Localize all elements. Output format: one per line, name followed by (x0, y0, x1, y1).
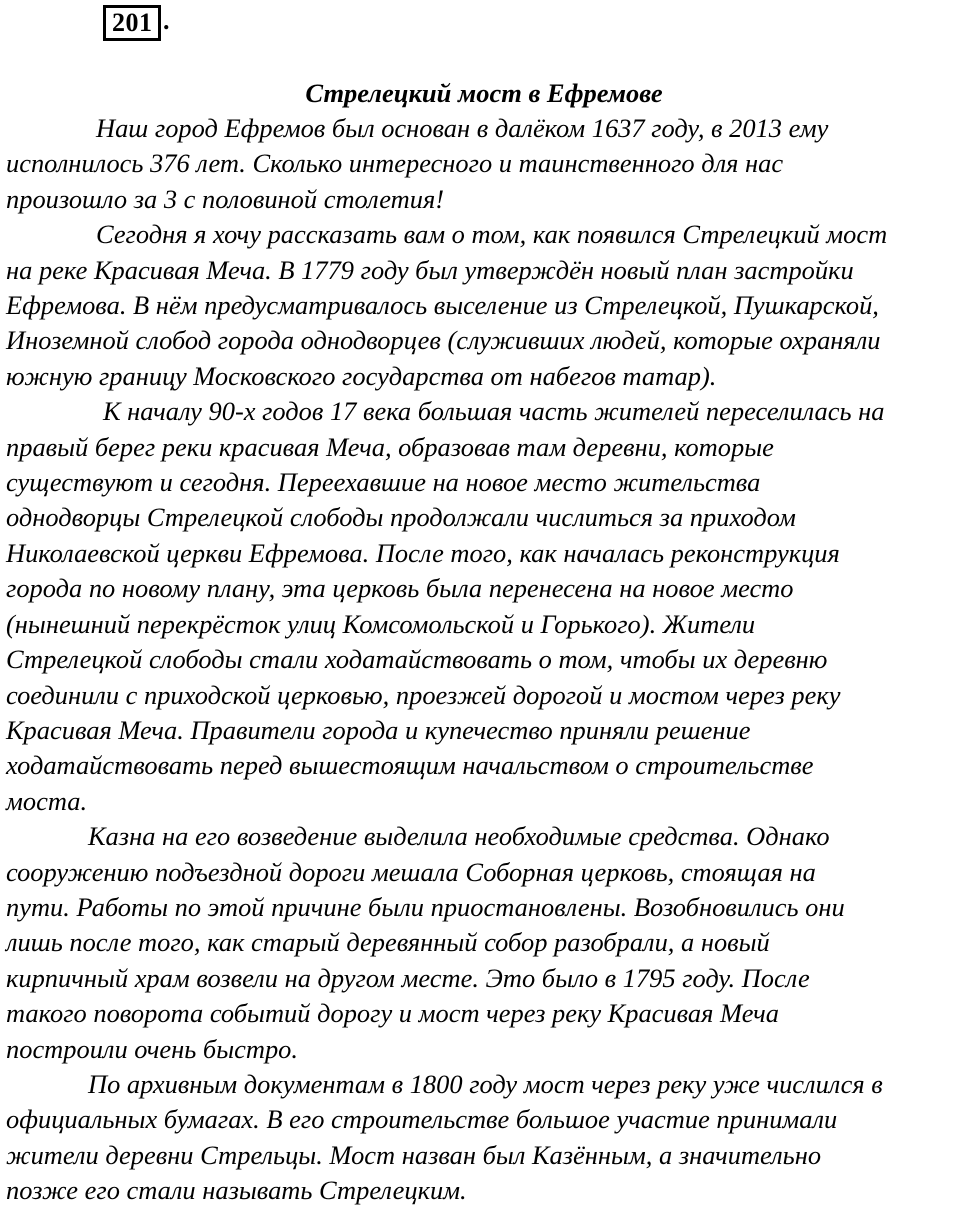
text-line: однодворцы Стрелецкой слободы продолжали числиться за приходом (6, 502, 796, 533)
text-line: официальных бумагах. В его строительстве большое участие принимали (6, 1104, 838, 1135)
document-body (6, 111, 960, 1209)
text-line: построили очень быстро. (6, 1033, 298, 1064)
text-line: жители деревни Стрельцы. Мост назван был Казённым, а значительно (6, 1139, 822, 1170)
text-line: Казна на его возведение выделила необходимые средства. Однако (88, 821, 830, 852)
text-line: южную границу Московского государства от набегов татар). (6, 360, 717, 391)
text-line: (нынешний перекрёсток улиц Комсомольской и Горького). Жители (6, 608, 756, 639)
text-line: сооружению подъездной дороги мешала Соборная церковь, стоящая на (6, 856, 816, 887)
text-line: Наш город Ефремов был основан в далёком 1637 году, в 2013 ему (96, 113, 829, 143)
text-line: Иноземной слобод города однодворцев (служивших людей, которые охраняли (6, 325, 881, 356)
text-line: такого поворота событий дорогу и мост через реку Красивая Меча (6, 998, 779, 1029)
text-line: существуют и сегодня. Переехавшие на новое место жительства (6, 467, 761, 498)
document-title: Стрелецкий мост в Ефремове (305, 78, 663, 108)
exercise-number-box (103, 5, 161, 41)
text-line: правый берег реки красивая Меча, образовав там деревни, которые (6, 431, 774, 462)
text-line: исполнилось 376 лет. Сколько интересного и таинственного для нас (6, 148, 784, 179)
text-line: лишь после того, как старый деревянный собор разобрали, а новый (6, 927, 770, 958)
text-line: Сегодня я хочу рассказать вам о том, как появился Стрелецкий мост (96, 219, 888, 250)
text-line: По архивным документам в 1800 году мост через реку уже числился в (88, 1068, 883, 1099)
exercise-number: 201 (112, 8, 153, 37)
text-line: пути. Работы по этой причине были приостановлены. Возобновились они (6, 891, 845, 922)
text-line: на реке Красивая Меча. В 1779 году был утверждён новый план застройки (6, 254, 854, 285)
exercise-number-dot: . (163, 6, 170, 35)
text-line: произошло за 3 с половиной столетия! (6, 183, 445, 214)
text-line: соединили с приходской церковью, проезжей дорогой и мостом через реку (6, 679, 841, 710)
text-line: Николаевской церкви Ефремова. После того, как началась реконструкция (6, 537, 840, 568)
text-line: города по новому плану, эта церковь была перенесена на новое место (6, 573, 794, 604)
text-line: Красивая Меча. Правители города и купечество приняли решение (6, 714, 751, 745)
text-line: позже его стали называть Стрелецким. (6, 1175, 467, 1206)
text-line: ходатайствовать перед вышестоящим начальством о строительстве (6, 750, 814, 781)
text-line: К началу 90-х годов 17 века большая часть жителей переселилась на (103, 396, 885, 427)
text-line: Стрелецкой слободы стали ходатайствовать о том, чтобы их деревню (6, 644, 828, 675)
text-line: кирпичный храм возвели на другом месте. Это было в 1795 году. После (6, 962, 810, 993)
text-line: моста. (6, 785, 88, 816)
text-line: Ефремова. В нём предусматривалось выселение из Стрелецкой, Пушкарской, (6, 290, 879, 321)
